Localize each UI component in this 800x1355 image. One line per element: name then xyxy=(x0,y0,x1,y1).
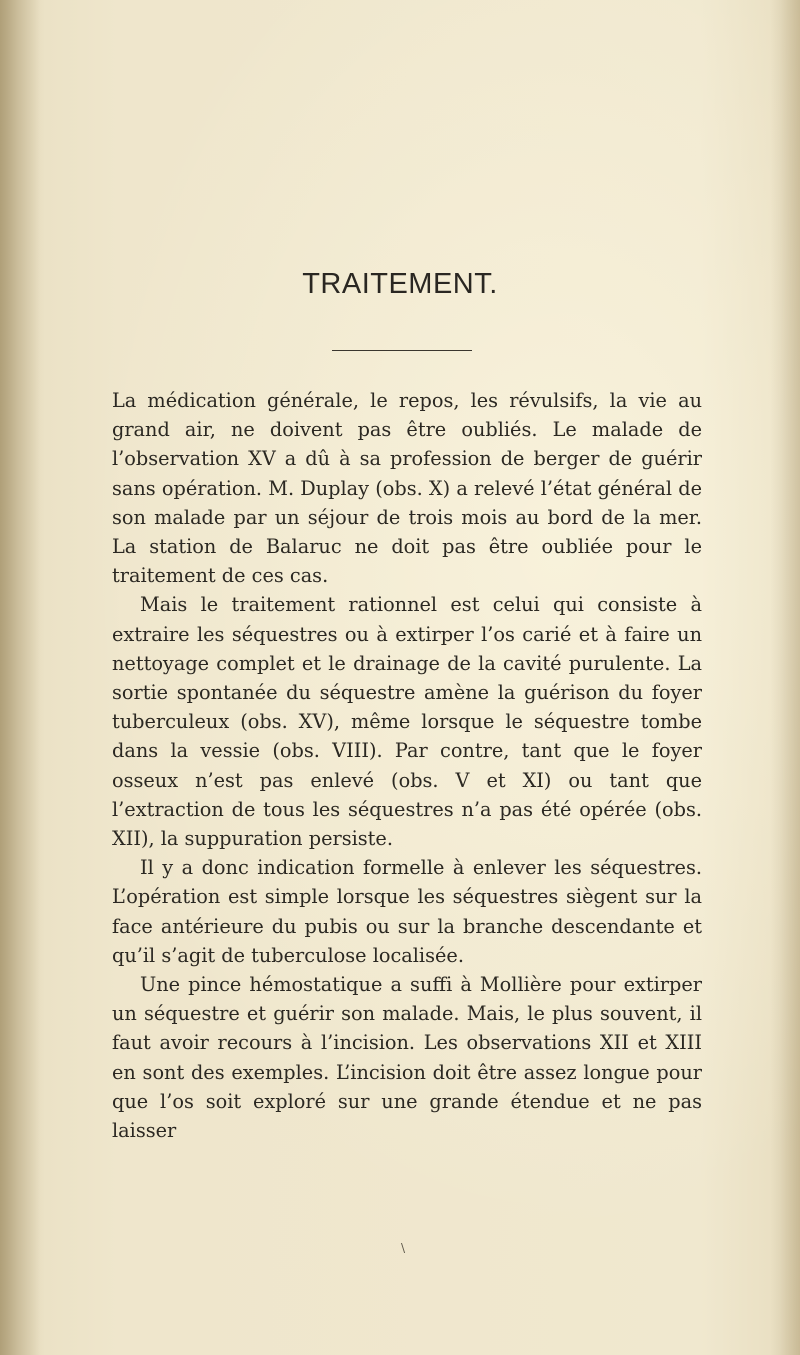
paragraph-1: La médication générale, le repos, les révulsifs, la vie au grand air, ne doivent pas être oubliés. Le malade de l’observation XV a dû à sa profession de berger de guérir sans opération. M. Duplay (obs. X) a relevé l’état général de son malade par un séjour de trois mois au bord de la mer. La station de Balaruc ne doit pas être oubliée pour le traitement de ces cas. xyxy=(112,389,702,588)
paragraph-3: Il y a donc indication formelle à enlever les séquestres. L’opération est simple lorsque les séquestres siègent sur la face antérieure du pubis ou sur la branche descendante et qu’il s’agit de tuberculose localisée. xyxy=(112,856,702,967)
stray-mark: \ xyxy=(401,1241,406,1255)
title-rule xyxy=(332,350,472,351)
paragraph-2: Mais le traitement rationnel est celui qui consiste à extraire les séquestres ou à extirper l’os carié et à faire un nettoyage complet et le drainage de la cavité purulente. La sortie spontanée du séquestre amène la guérison du foyer tuberculeux (obs. XV), même lorsque le séquestre tombe dans la vessie (obs. VIII). Par contre, tant que le foyer osseux n’est pas enlevé (obs. V et XI) ou tant que l’extraction de tous les séquestres n’a pas été opérée (obs. XII), la suppuration persiste. xyxy=(112,593,702,851)
body-text xyxy=(112,386,702,1145)
section-title: TRAITEMENT. xyxy=(302,268,498,300)
paragraph-4: Une pince hémostatique a suffi à Mollière pour extirper un séquestre et guérir son malade. Mais, le plus souvent, il faut avoir recours à l’incision. Les observations XII et XIII en sont des exemples. L’incision doit être assez longue pour que l’os soit exploré sur une grande étendue et ne pas laisser xyxy=(112,973,702,1143)
